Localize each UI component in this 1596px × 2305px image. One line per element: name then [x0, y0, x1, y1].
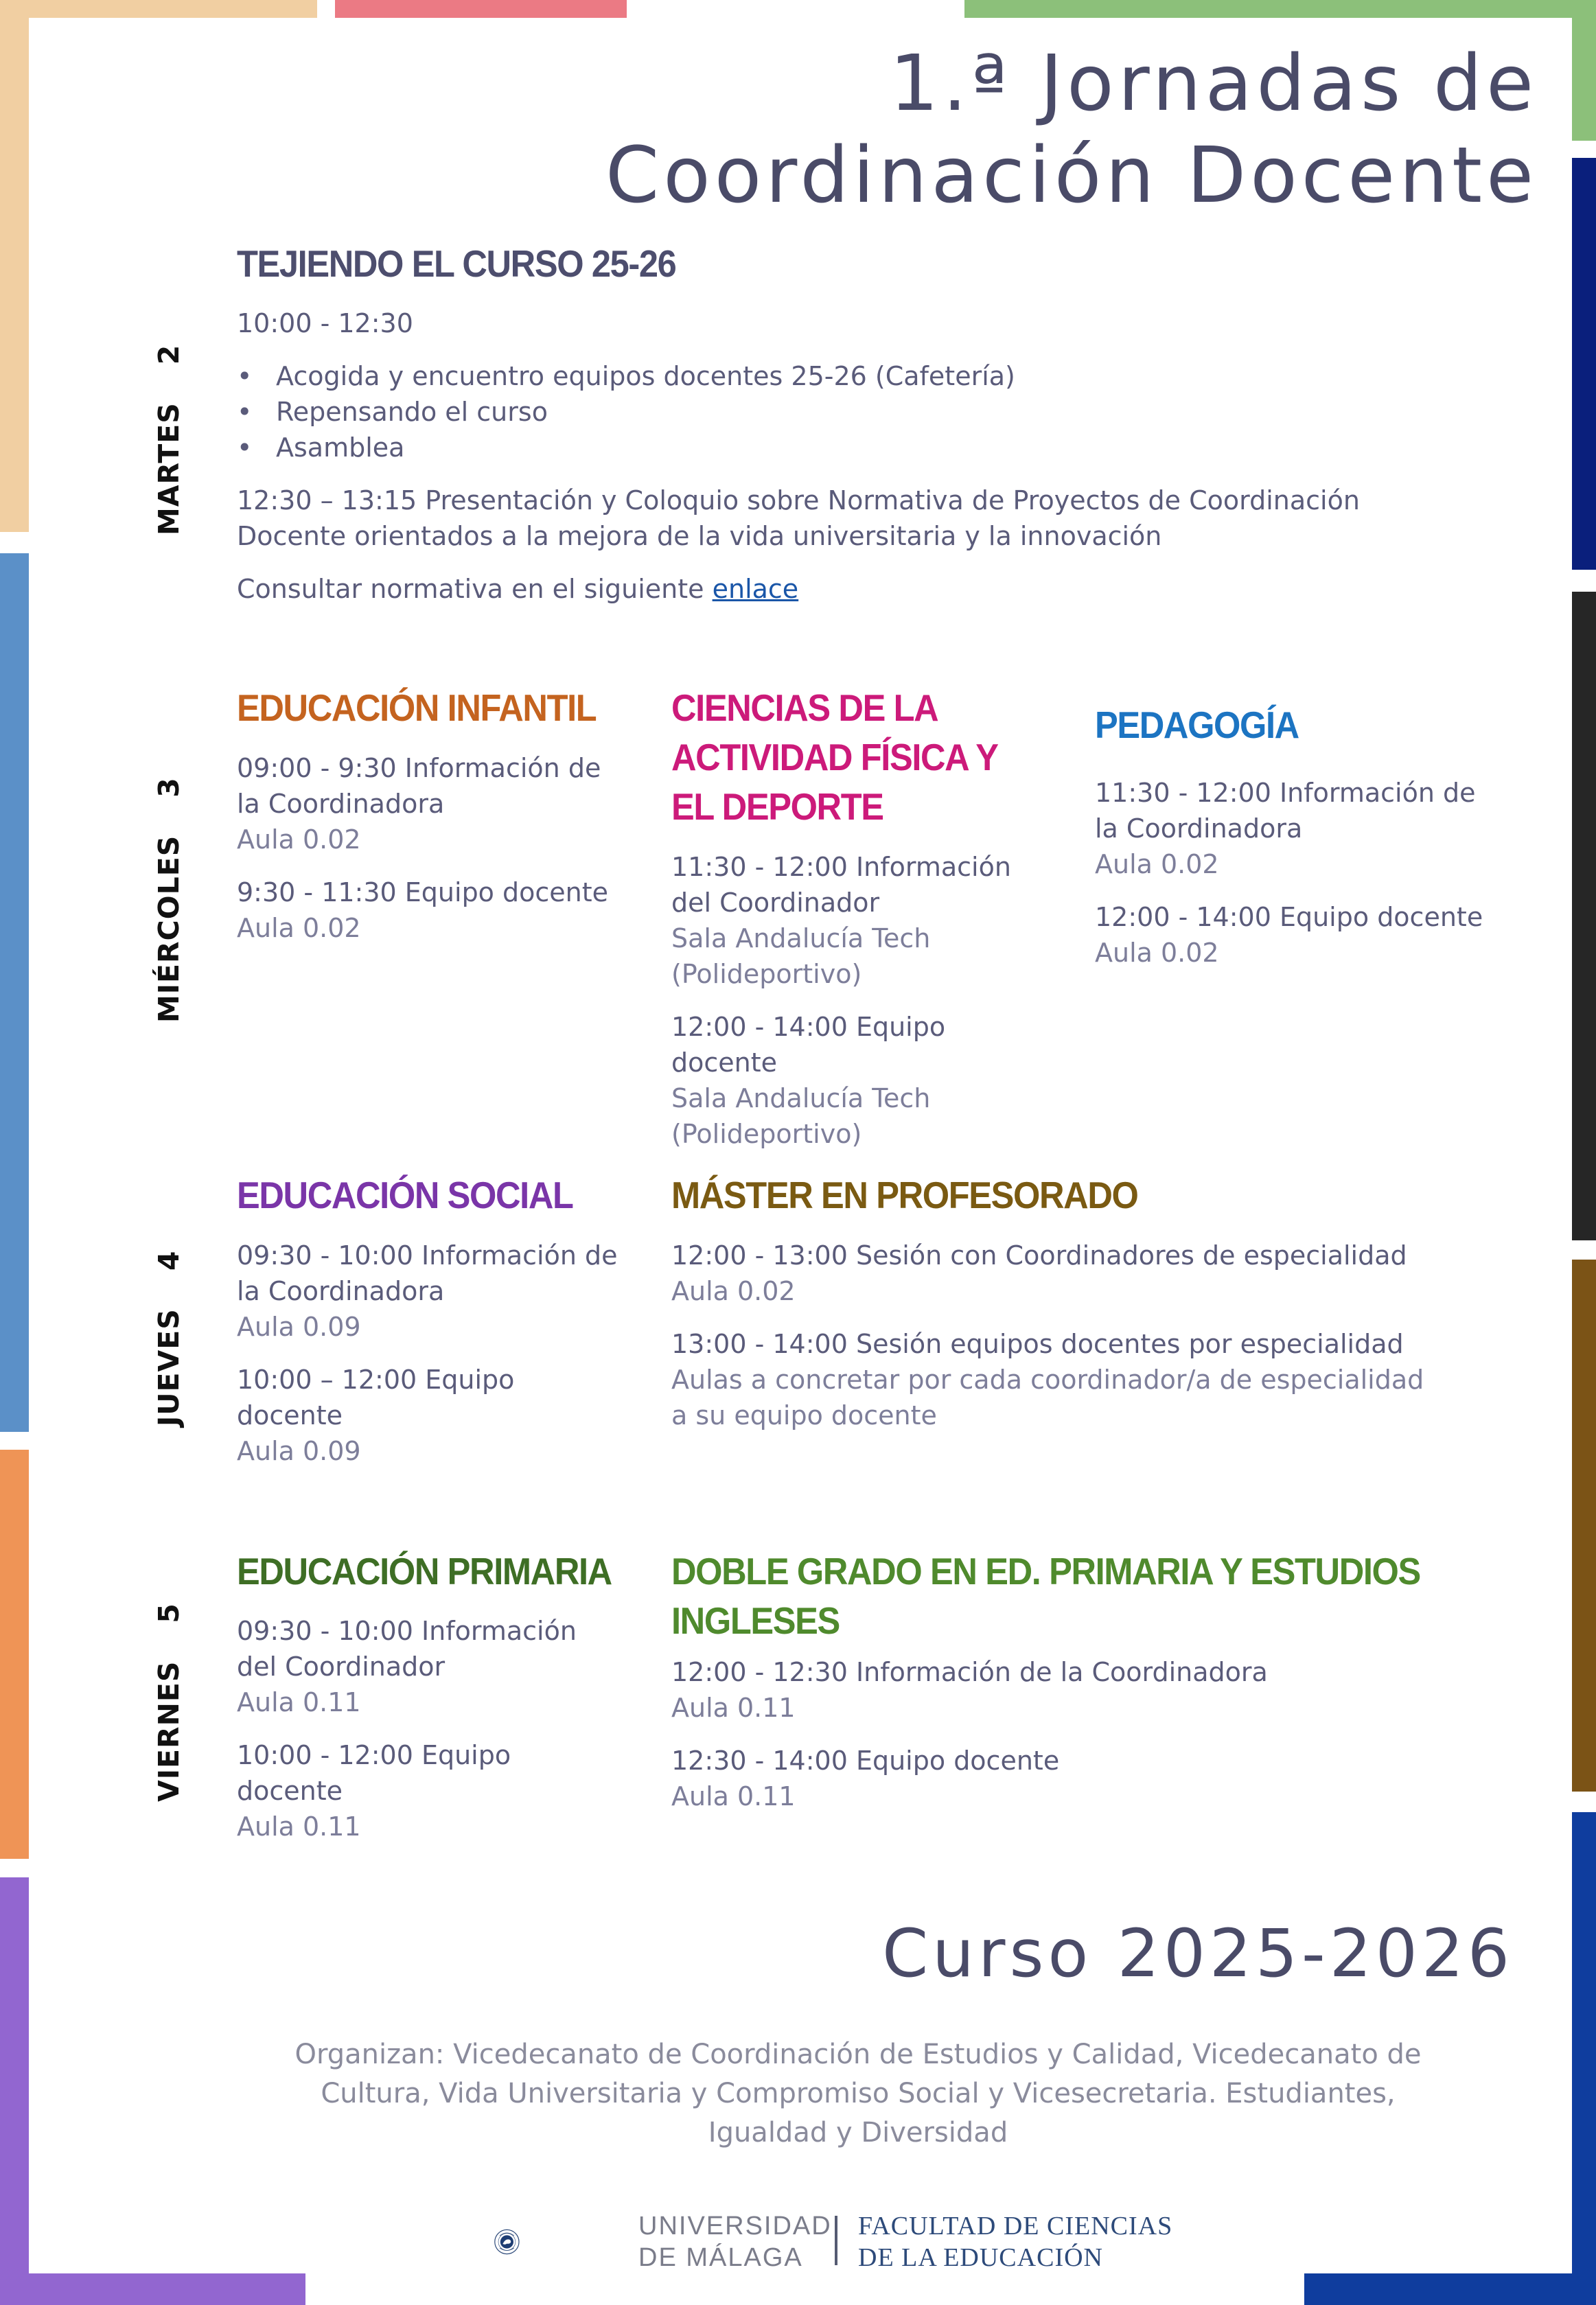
social-session2-room: Aula 0.09 [237, 1436, 361, 1466]
doble-grado-heading: DOBLE GRADO EN ED. PRIMARIA Y ESTUDIOS INGLESES [671, 1550, 1420, 1642]
social-block [237, 1238, 621, 1469]
cafyd-session1-room: Sala Andalucía Tech (Polideportivo) [671, 923, 931, 989]
course-year: Curso 2025-2026 [882, 1915, 1514, 1992]
infantil-block [237, 750, 621, 946]
tuesday-heading: TEJIENDO EL CURSO 25-26 [237, 242, 676, 285]
border-bar-orange-left [0, 1450, 29, 1859]
master-session1-time: 12:00 - 13:00 Sesión con Coordinadores de especialidad [671, 1240, 1407, 1271]
border-bar-dark-right [1572, 592, 1596, 1240]
primaria-session1-time: 09:30 - 10:00 Información del Coordinador [237, 1616, 577, 1682]
master-session2-time: 13:00 - 14:00 Sesión equipos docentes por especialidad [671, 1329, 1404, 1359]
primaria-session2-time: 10:00 - 12:00 Equipo docente [237, 1740, 511, 1806]
social-session2-time: 10:00 – 12:00 Equipo docente [237, 1365, 515, 1431]
primaria-session1-room: Aula 0.11 [237, 1687, 361, 1717]
day-label-thursday: JUEVES4 [152, 1250, 185, 1426]
cafyd-heading: CIENCIAS DE LA ACTIVIDAD FÍSICA Y EL DEPORTE [671, 686, 998, 828]
university-name: UNIVERSIDAD DE MÁLAGA [638, 2212, 832, 2272]
border-bar-navy-right [1572, 158, 1596, 570]
doble-session2-room: Aula 0.11 [671, 1781, 796, 1811]
infantil-session1-time: 09:00 - 9:30 Información de la Coordinadora [237, 753, 601, 819]
border-bar-navy2-right [1572, 1812, 1596, 2305]
pedagogia-session1-room: Aula 0.02 [1095, 849, 1219, 879]
tuesday-bullet-list [237, 358, 1438, 465]
border-bar-brown-right [1572, 1260, 1596, 1792]
page-title-line1: 1.ª Jornadas de [889, 39, 1538, 128]
primaria-block [237, 1613, 621, 1844]
day-label-tuesday: MARTES2 [152, 344, 185, 535]
border-bar-pink-top [335, 0, 627, 18]
border-bar-green-top [964, 0, 1596, 18]
university-seal-icon [494, 2179, 632, 2303]
pedagogia-session2-room: Aula 0.02 [1095, 938, 1219, 968]
tuesday-consult [237, 571, 1438, 607]
border-bar-purple-bottom [0, 2273, 305, 2305]
master-heading: MÁSTER EN PROFESORADO [671, 1174, 1138, 1216]
list-item: • Repensando el curso [237, 394, 1438, 430]
doble-session2-time: 12:30 - 14:00 Equipo docente [671, 1746, 1060, 1776]
day-label-friday: VIERNES5 [152, 1603, 185, 1802]
infantil-session2-room: Aula 0.02 [237, 913, 361, 943]
page-title-line2: Coordinación Docente [605, 131, 1538, 220]
social-session1-time: 09:30 - 10:00 Información de la Coordinadora [237, 1240, 618, 1306]
cafyd-session1-time: 11:30 - 12:00 Información del Coordinador [671, 852, 1011, 918]
tuesday-talk: 12:30 – 13:15 Presentación y Coloquio sobre Normativa de Proyectos de Coordinación Docente orientados a la mejora de la vida universitaria y la innovación [237, 485, 1360, 551]
infantil-session1-room: Aula 0.02 [237, 824, 361, 855]
pedagogia-session1-time: 11:30 - 12:00 Información de la Coordinadora [1095, 778, 1476, 844]
tuesday-block [237, 305, 1438, 607]
doble-session1-room: Aula 0.11 [671, 1693, 796, 1723]
list-item: • Acogida y encuentro equipos docentes 25-26 (Cafetería) [237, 358, 1438, 394]
social-heading: EDUCACIÓN SOCIAL [237, 1174, 573, 1216]
faculty-name: FACULTAD DE CIENCIAS DE LA EDUCACIÓN [858, 2212, 1173, 2272]
doble-grado-block [671, 1654, 1495, 1814]
border-bar-peach-top [0, 0, 317, 18]
infantil-session2-time: 9:30 - 11:30 Equipo docente [237, 877, 609, 907]
primaria-session2-room: Aula 0.11 [237, 1811, 361, 1842]
organizers-text: Organizan: Vicedecanato de Coordinación de Estudios y Calidad, Vicedecanato de Cultura, Vida Universitaria y Compromiso Social y Vicesecretaria. Estudiantes, Igualdad y Diversidad [294, 2039, 1422, 2148]
infantil-heading: EDUCACIÓN INFANTIL [237, 686, 597, 729]
pedagogia-block [1095, 775, 1507, 971]
cafyd-block [671, 849, 1056, 1152]
border-bar-peach-left [0, 0, 29, 532]
social-session1-room: Aula 0.09 [237, 1312, 361, 1342]
border-bar-green-right [1572, 0, 1596, 141]
consult-text: Consultar normativa en el siguiente [237, 574, 704, 604]
page-title [605, 38, 1538, 222]
logo-divider [835, 2216, 837, 2265]
border-bar-purple-left [0, 1877, 29, 2305]
pedagogia-session2-time: 12:00 - 14:00 Equipo docente [1095, 902, 1483, 932]
master-session2-room: Aulas a concretar por cada coordinador/a de especialidad a su equipo docente [671, 1365, 1424, 1431]
list-item: • Asamblea [237, 430, 1438, 465]
border-bar-navy2-bottom [1304, 2273, 1596, 2305]
pedagogia-heading: PEDAGOGÍA [1095, 704, 1299, 746]
cafyd-session2-time: 12:00 - 14:00 Equipo docente [671, 1012, 946, 1078]
day-label-wednesday: MIÉRCOLES3 [152, 777, 185, 1023]
doble-session1-time: 12:00 - 12:30 Información de la Coordinadora [671, 1657, 1268, 1687]
master-block [671, 1238, 1495, 1433]
master-session1-room: Aula 0.02 [671, 1276, 796, 1306]
tuesday-time: 10:00 - 12:30 [237, 308, 413, 338]
cafyd-session2-room: Sala Andalucía Tech (Polideportivo) [671, 1083, 931, 1149]
border-bar-blue-left [0, 553, 29, 1432]
normativa-link[interactable]: enlace [712, 574, 799, 604]
primaria-heading: EDUCACIÓN PRIMARIA [237, 1550, 612, 1592]
